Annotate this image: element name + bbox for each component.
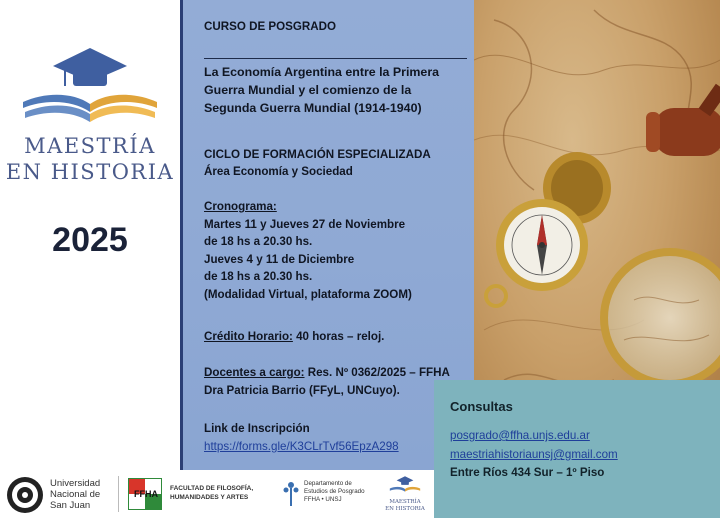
contact-title: Consultas <box>450 399 513 414</box>
dept-name-line: Departamento de <box>304 480 352 487</box>
contact-box <box>434 380 720 518</box>
dept-name <box>304 480 365 504</box>
schedule-line: de 18 hs a 20.30 hs. <box>204 235 313 248</box>
course-title-line: Guerra Mundial y el comienzo de la <box>204 83 412 97</box>
ffha-logo <box>128 478 162 510</box>
teachers-label: Docentes a cargo: <box>204 366 305 379</box>
registration-link[interactable]: https://forms.gle/K3CLrTvf56EpzA298 <box>204 439 399 453</box>
dept-name-line: Estudios de Posgrado <box>304 488 365 495</box>
credit-value: 40 horas – reloj. <box>292 330 385 343</box>
brand-title-line2: EN HISTORIA <box>5 160 175 184</box>
brand-panel <box>0 0 180 470</box>
mini-brand-line: MAESTRÍA <box>389 499 421 505</box>
course-title-line: Segunda Guerra Mundial (1914-1940) <box>204 101 422 115</box>
schedule-line: Jueves 4 y 11 de Diciembre <box>204 252 355 266</box>
course-title <box>204 63 439 117</box>
teachers <box>204 364 450 399</box>
email-link-maestria[interactable]: maestriahistoriaunsj@gmail.com <box>450 448 618 461</box>
tree-icon <box>282 478 300 508</box>
teacher-name: Dra Patricia Barrio (FFyL, UNCuyo). <box>204 383 400 397</box>
ffha-name-line: HUMANIDADES Y ARTES <box>170 494 249 501</box>
ffha-name <box>170 484 253 502</box>
course-title-line: La Economía Argentina entre la Primera <box>204 65 440 79</box>
unsj-name <box>50 478 100 511</box>
unsj-seal-icon <box>6 476 44 514</box>
schedule <box>204 198 412 303</box>
schedule-line: (Modalidad Virtual, plataforma ZOOM) <box>204 287 412 301</box>
brand-title-line1: MAESTRÍA <box>24 134 156 158</box>
schedule-line: Martes 11 y Jueves 27 de Noviembre <box>204 217 406 231</box>
graduation-cap-book-icon <box>388 475 422 497</box>
teachers-resolution: Res. Nº 0362/2025 – FFHA <box>304 366 450 379</box>
unsj-name-line: Universidad <box>50 478 101 489</box>
divider <box>204 58 467 59</box>
ffha-name-line: FACULTAD DE FILOSOFÍA, <box>170 485 254 492</box>
year-label: 2025 <box>52 221 128 259</box>
unsj-name-line: San Juan <box>50 500 91 511</box>
schedule-label: Cronograma: <box>204 200 277 213</box>
contact-address: Entre Ríos 434 Sur – 1º Piso <box>450 466 605 479</box>
dept-name-line: FFHA • UNSJ <box>304 496 342 503</box>
credit-hours <box>204 328 384 346</box>
mini-brand-line: EN HISTORIA <box>385 506 425 512</box>
institution-logos-bar <box>0 470 434 518</box>
graduation-cap-book-icon <box>15 46 165 136</box>
schedule-line: de 18 hs a 20.30 hs. <box>204 270 313 283</box>
unsj-name-line: Nacional de <box>50 489 101 500</box>
credit-label: Crédito Horario: <box>204 330 293 343</box>
registration-label: Link de Inscripción <box>204 422 310 435</box>
course-info-panel <box>180 0 474 470</box>
divider <box>118 476 119 512</box>
email-link-posgrado[interactable]: posgrado@ffha.unjs.edu.ar <box>450 429 590 442</box>
ffha-logo-text: FFHA <box>134 489 158 499</box>
course-heading: CURSO DE POSGRADO <box>204 20 337 33</box>
mini-brand <box>380 499 430 513</box>
registration <box>204 420 399 455</box>
cycle-label: CICLO DE FORMACIÓN ESPECIALIZADA <box>204 148 431 161</box>
area-label: Área Economía y Sociedad <box>204 165 353 178</box>
